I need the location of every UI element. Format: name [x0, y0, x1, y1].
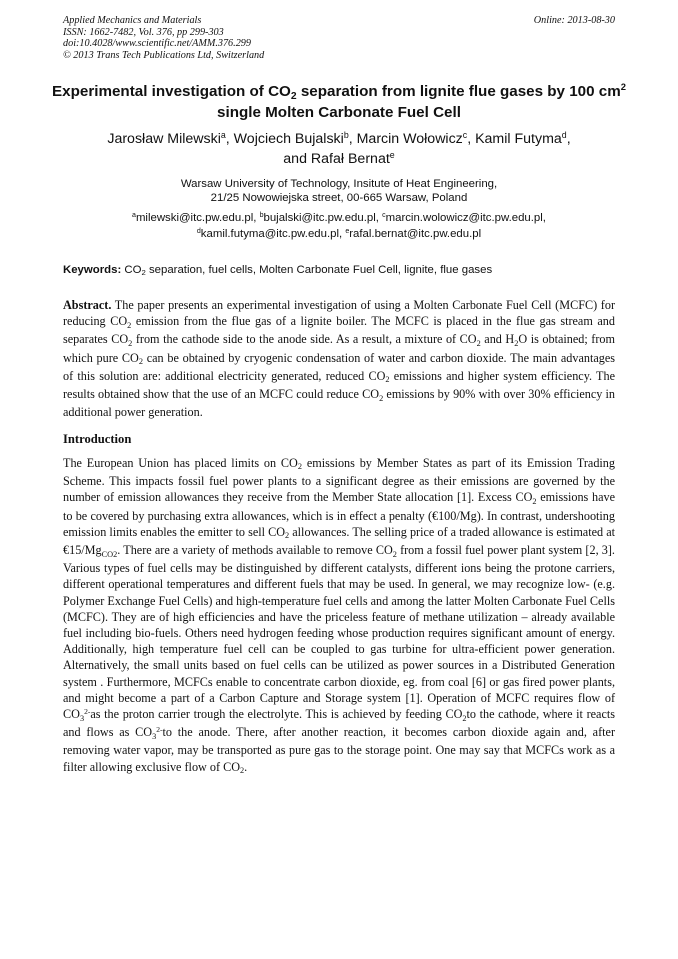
email-sep: ,: [338, 228, 346, 240]
author-mark: d: [561, 129, 567, 140]
title-superscript: 2: [620, 81, 626, 93]
email-list: [50, 211, 628, 243]
author-name: Wojciech Bujalski: [233, 131, 344, 147]
subscript: 2: [138, 357, 143, 367]
author-sep: ,: [467, 131, 476, 147]
online-date: Online: 2013-08-30: [533, 15, 615, 26]
author-mark: c: [462, 129, 468, 140]
keywords-text: separation, fuel cells, Molten Carbonate Fuel Cell, lignite, flue gases: [145, 264, 493, 276]
text-run: .: [244, 759, 248, 774]
abstract: [63, 297, 615, 420]
superscript: 2-: [84, 706, 91, 716]
text-run: The European Union has placed limits on CO: [63, 456, 298, 470]
subscript: CO2: [101, 549, 118, 559]
author-name: Jarosław Milewski: [107, 131, 221, 147]
paper-title: [50, 82, 628, 122]
subscript: 2: [392, 549, 397, 559]
author-sep: ,: [225, 131, 234, 147]
email-mark: d: [196, 227, 201, 235]
subscript: 2: [297, 462, 302, 472]
affiliation: [50, 177, 628, 205]
text-run: O is obtained; from which pure CO: [63, 332, 615, 365]
text-run: emissions by Member States as part of its Emission Trading Scheme. This impacts fossil fuel power plants to a significant degree as their emissions are governed by the number of emission allowances they receive from the Member State allocation [1]. Excess CO: [63, 456, 615, 505]
subscript: 3: [79, 713, 85, 723]
affiliation-line: 21/25 Nowowiejska street, 00-665 Warsaw, Poland: [210, 192, 468, 204]
text-run: as the proton carrier trough the electrolyte. This is achieved by feeding CO: [90, 707, 463, 722]
title-part: Experimental investigation of CO: [52, 83, 291, 100]
author-mark: a: [220, 129, 226, 140]
title-part: separation from lignite flue gases by 100 cm: [296, 83, 621, 100]
author-mark: b: [343, 129, 349, 140]
keywords-subscript: 2: [141, 268, 146, 278]
title-part: single Molten Carbonate Fuel Cell: [217, 104, 461, 121]
email-address: kamil.futyma@itc.pw.edu.pl: [200, 228, 339, 240]
affiliation-line: Warsaw University of Technology, Insitute of Heat Engineering,: [180, 178, 498, 190]
subscript: 2: [379, 393, 384, 403]
journal-name: Applied Mechanics and Materials: [63, 15, 202, 26]
keywords-label: Keywords:: [63, 264, 122, 276]
subscript: 2: [285, 531, 290, 541]
email-mark: e: [345, 227, 350, 235]
text-run: allowances. The selling price of a traded allowance is estimated at €15/Mg: [63, 524, 615, 558]
author-sep: ,: [348, 131, 357, 147]
abstract-body: [63, 298, 615, 419]
email-sep: ,: [542, 212, 546, 224]
email-sep: ,: [375, 212, 383, 224]
email-mark: a: [132, 211, 136, 219]
subscript: 2: [514, 338, 519, 348]
superscript: 2-: [156, 724, 163, 734]
text-run: from the cathode side to the anode side. As a result, a mixture of CO: [132, 332, 477, 347]
email-address: rafal.bernat@itc.pw.edu.pl: [349, 228, 482, 240]
text-run: emissions and higher system efficiency. The results obtained show that the use of an MCFC could reduce CO: [63, 368, 616, 402]
email-address: bujalski@itc.pw.edu.pl: [263, 212, 376, 224]
title-subscript: 2: [290, 91, 297, 103]
abstract-label: Abstract.: [63, 298, 112, 312]
subscript: 2: [240, 766, 245, 776]
subscript: 2: [462, 713, 467, 723]
text-run: from a fossil fuel power plant system [2, 3]. Various types of fuel cells may be distinguished by different catalysts, different ions being the protone carriers, different operational temperatures and different fuels that may be used. In general, we may recognize low- (e.g. Polymer Exchange Fuel Cells) and high-temperature fuel cells and among the latter Molten Carbonate Fuel Cells (MCFC). They are of high efficiencies and have the priceless feature of methane utilization – already available fuel including bio-fuels. Others need hydrogen feeding whose production requires significant amount of energy. Additionally, high temperature fuel cell can be coupled to gas turbine for ultra-efficient power generation. Alternatively, the small units based on fuel cells can be utilized as power sources in a Distributed Generation system . Furthermore, MCFCs enable to concentrate carbon dioxide, eg. from coal [6] or gas fired power plants, and might become a part of a Carbon Capture and Storage system [1]. Operation of MCFC requires flow of CO: [63, 543, 615, 722]
author-line-1: [107, 131, 570, 147]
author-list: [50, 130, 628, 170]
author-mark: e: [389, 149, 395, 160]
email-address: marcin.wolowicz@itc.pw.edu.pl: [385, 212, 543, 224]
issn-line: ISSN: 1662-7482, Vol. 376, pp 299-303: [63, 26, 224, 38]
copyright-line: © 2013 Trans Tech Publications Ltd, Switzerland: [63, 49, 265, 61]
text-run: can be obtained by cryogenic condensation of water and carbon dioxide. The main advantages of this solution are: additional electricity generated, reduced CO: [63, 350, 615, 383]
email-sep: ,: [253, 212, 260, 224]
email-line-1: [50, 211, 628, 227]
email-line-2: [50, 227, 628, 243]
email-mark: b: [259, 211, 264, 219]
subscript: 2: [476, 338, 481, 348]
subscript: 2: [532, 496, 537, 506]
text-run: emissions have to be covered by purchasing extra allowances, which is in effect a penalty (€100/Mg). In contrast, undershooting emission limits enables the emitter to sell CO: [63, 490, 615, 539]
keywords: [63, 263, 615, 278]
email-mark: c: [382, 211, 386, 219]
introduction-paragraph: [63, 455, 615, 777]
text-run: . There are a variety of methods available to remove CO: [117, 543, 393, 558]
keywords-text: CO: [121, 264, 142, 276]
text-run: and H: [480, 332, 515, 347]
author-name: and Rafał Bernat: [283, 151, 390, 167]
subscript: 2: [385, 375, 390, 385]
author-name: Marcin Wołowicz: [356, 131, 463, 147]
doi-line: doi:10.4028/www.scientific.net/AMM.376.299: [63, 38, 251, 50]
author-sep: ,: [566, 131, 571, 147]
text-run: emissions by 90% with over 30% efficiency in additional power generation.: [63, 387, 616, 420]
author-name: Kamil Futyma: [475, 131, 562, 147]
text-run: emission from the flue gas of a lignite boiler. The MCFC is placed in the flue gas stream and separates CO: [63, 314, 615, 347]
subscript: 2: [128, 338, 133, 348]
subscript: 3: [152, 731, 157, 741]
subscript: 2: [127, 320, 132, 330]
email-address: milewski@itc.pw.edu.pl: [135, 212, 254, 224]
journal-header: [63, 15, 615, 61]
text-run: to the anode. There, after another reaction, it becomes carbon dioxide again and, after removing water vapor, may be transported as pure gas to the storage point. One may say that MCFCs work as a filter allowing exclusive flow of CO: [63, 725, 616, 774]
section-heading: Introduction: [63, 432, 132, 446]
text-run: The paper presents an experimental investigation of using a Molten Carbonate Fuel Cell (MCFC) for reducing CO: [63, 298, 615, 329]
text-run: to the cathode, where it reacts and flows as CO: [63, 707, 615, 740]
